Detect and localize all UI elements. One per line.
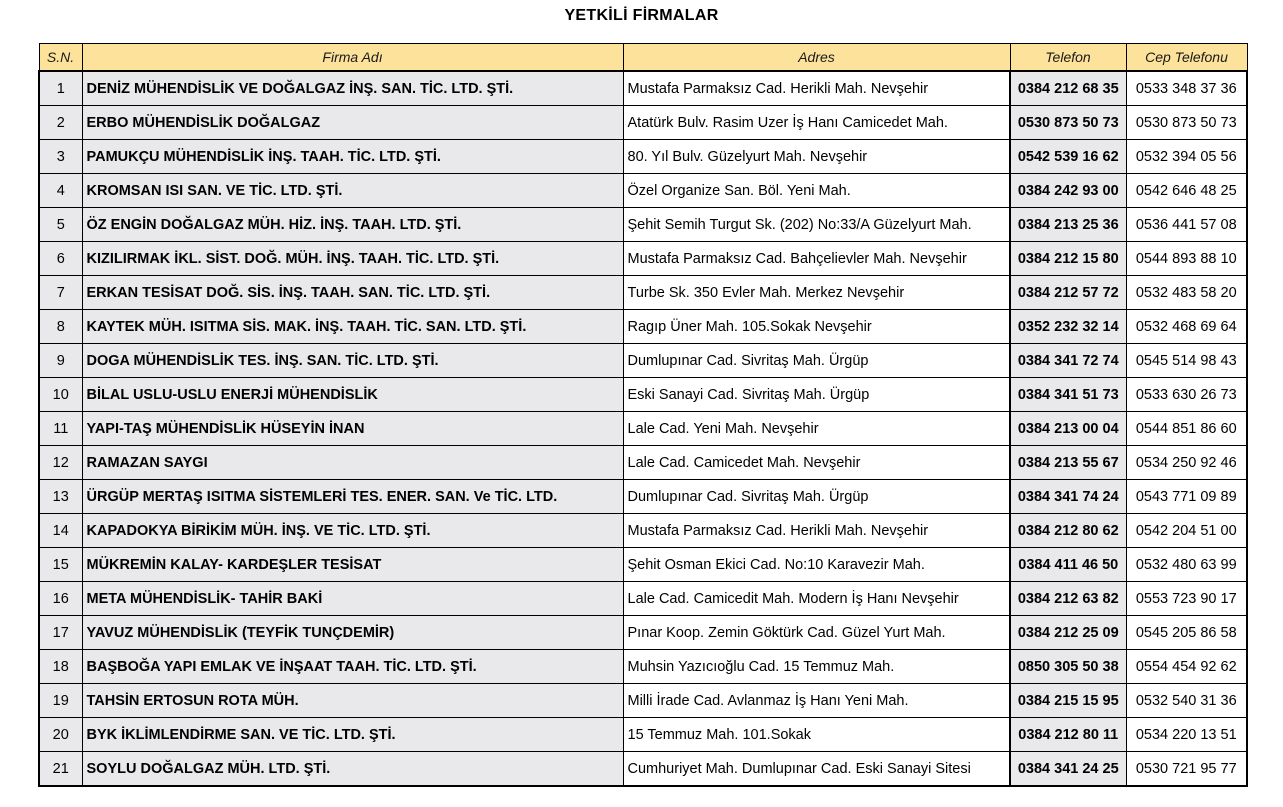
address-cell: 15 Temmuz Mah. 101.Sokak bbox=[623, 718, 1010, 752]
firm-name-cell: ÜRGÜP MERTAŞ ISITMA SİSTEMLERİ TES. ENER. SAN. Ve TİC. LTD. bbox=[82, 480, 623, 514]
table-row bbox=[39, 71, 1247, 106]
mobile-phone-cell: 0554 454 92 62 bbox=[1126, 650, 1247, 684]
mobile-phone-cell: 0542 204 51 00 bbox=[1126, 514, 1247, 548]
mobile-phone-cell: 0533 348 37 36 bbox=[1126, 71, 1247, 106]
header-serial-number: S.N. bbox=[39, 44, 82, 72]
phone-cell: 0384 212 68 35 bbox=[1010, 71, 1126, 106]
address-cell: Dumlupınar Cad. Sivritaş Mah. Ürgüp bbox=[623, 480, 1010, 514]
address-cell: Lale Cad. Camicedit Mah. Modern İş Hanı Nevşehir bbox=[623, 582, 1010, 616]
firm-name-cell: MÜKREMİN KALAY- KARDEŞLER TESİSAT bbox=[82, 548, 623, 582]
mobile-phone-cell: 0530 721 95 77 bbox=[1126, 752, 1247, 787]
table-row bbox=[39, 174, 1247, 208]
address-cell: Mustafa Parmaksız Cad. Herikli Mah. Nevşehir bbox=[623, 71, 1010, 106]
address-cell: Özel Organize San. Böl. Yeni Mah. bbox=[623, 174, 1010, 208]
mobile-phone-cell: 0532 483 58 20 bbox=[1126, 276, 1247, 310]
firm-name-cell: KAPADOKYA BİRİKİM MÜH. İNŞ. VE TİC. LTD. ŞTİ. bbox=[82, 514, 623, 548]
phone-cell: 0384 212 80 11 bbox=[1010, 718, 1126, 752]
table-row bbox=[39, 616, 1247, 650]
phone-cell: 0352 232 32 14 bbox=[1010, 310, 1126, 344]
mobile-phone-cell: 0553 723 90 17 bbox=[1126, 582, 1247, 616]
serial-number-cell: 1 bbox=[39, 71, 82, 106]
address-cell: Atatürk Bulv. Rasim Uzer İş Hanı Camicedet Mah. bbox=[623, 106, 1010, 140]
phone-cell: 0384 411 46 50 bbox=[1010, 548, 1126, 582]
address-cell: Milli İrade Cad. Avlanmaz İş Hanı Yeni Mah. bbox=[623, 684, 1010, 718]
firm-name-cell: KIZILIRMAK İKL. SİST. DOĞ. MÜH. İNŞ. TAAH. TİC. LTD. ŞTİ. bbox=[82, 242, 623, 276]
firm-name-cell: BYK İKLİMLENDİRME SAN. VE TİC. LTD. ŞTİ. bbox=[82, 718, 623, 752]
firm-name-cell: RAMAZAN SAYGI bbox=[82, 446, 623, 480]
phone-cell: 0384 212 25 09 bbox=[1010, 616, 1126, 650]
address-cell: Lale Cad. Camicedet Mah. Nevşehir bbox=[623, 446, 1010, 480]
firm-name-cell: KAYTEK MÜH. ISITMA SİS. MAK. İNŞ. TAAH. TİC. SAN. LTD. ŞTİ. bbox=[82, 310, 623, 344]
serial-number-cell: 17 bbox=[39, 616, 82, 650]
address-cell: Mustafa Parmaksız Cad. Herikli Mah. Nevşehir bbox=[623, 514, 1010, 548]
serial-number-cell: 19 bbox=[39, 684, 82, 718]
mobile-phone-cell: 0534 250 92 46 bbox=[1126, 446, 1247, 480]
table-row bbox=[39, 548, 1247, 582]
address-cell: Turbe Sk. 350 Evler Mah. Merkez Nevşehir bbox=[623, 276, 1010, 310]
phone-cell: 0384 242 93 00 bbox=[1010, 174, 1126, 208]
firm-name-cell: DOGA MÜHENDİSLİK TES. İNŞ. SAN. TİC. LTD. ŞTİ. bbox=[82, 344, 623, 378]
serial-number-cell: 9 bbox=[39, 344, 82, 378]
phone-cell: 0384 341 74 24 bbox=[1010, 480, 1126, 514]
firm-name-cell: KROMSAN ISI SAN. VE TİC. LTD. ŞTİ. bbox=[82, 174, 623, 208]
phone-cell: 0384 212 57 72 bbox=[1010, 276, 1126, 310]
mobile-phone-cell: 0544 851 86 60 bbox=[1126, 412, 1247, 446]
phone-cell: 0384 213 55 67 bbox=[1010, 446, 1126, 480]
header-address: Adres bbox=[623, 44, 1010, 72]
address-cell: Ragıp Üner Mah. 105.Sokak Nevşehir bbox=[623, 310, 1010, 344]
table-row bbox=[39, 242, 1247, 276]
table-header bbox=[39, 44, 1247, 72]
table-row bbox=[39, 514, 1247, 548]
mobile-phone-cell: 0534 220 13 51 bbox=[1126, 718, 1247, 752]
phone-cell: 0384 213 00 04 bbox=[1010, 412, 1126, 446]
mobile-phone-cell: 0530 873 50 73 bbox=[1126, 106, 1247, 140]
mobile-phone-cell: 0543 771 09 89 bbox=[1126, 480, 1247, 514]
firm-name-cell: TAHSİN ERTOSUN ROTA MÜH. bbox=[82, 684, 623, 718]
address-cell: Lale Cad. Yeni Mah. Nevşehir bbox=[623, 412, 1010, 446]
phone-cell: 0384 341 72 74 bbox=[1010, 344, 1126, 378]
table-row bbox=[39, 378, 1247, 412]
serial-number-cell: 7 bbox=[39, 276, 82, 310]
header-firm-name: Firma Adı bbox=[82, 44, 623, 72]
firm-name-cell: ERBO MÜHENDİSLİK DOĞALGAZ bbox=[82, 106, 623, 140]
phone-cell: 0384 212 15 80 bbox=[1010, 242, 1126, 276]
phone-cell: 0384 213 25 36 bbox=[1010, 208, 1126, 242]
table-row bbox=[39, 208, 1247, 242]
firm-name-cell: YAPI-TAŞ MÜHENDİSLİK HÜSEYİN İNAN bbox=[82, 412, 623, 446]
table-row bbox=[39, 446, 1247, 480]
serial-number-cell: 18 bbox=[39, 650, 82, 684]
serial-number-cell: 16 bbox=[39, 582, 82, 616]
header-row bbox=[39, 44, 1247, 72]
phone-cell: 0542 539 16 62 bbox=[1010, 140, 1126, 174]
table-body bbox=[39, 71, 1247, 786]
serial-number-cell: 8 bbox=[39, 310, 82, 344]
serial-number-cell: 15 bbox=[39, 548, 82, 582]
address-cell: Şehit Semih Turgut Sk. (202) No:33/A Güzelyurt Mah. bbox=[623, 208, 1010, 242]
firm-name-cell: BİLAL USLU-USLU ENERJİ MÜHENDİSLİK bbox=[82, 378, 623, 412]
serial-number-cell: 20 bbox=[39, 718, 82, 752]
mobile-phone-cell: 0536 441 57 08 bbox=[1126, 208, 1247, 242]
mobile-phone-cell: 0532 480 63 99 bbox=[1126, 548, 1247, 582]
table-row bbox=[39, 412, 1247, 446]
header-phone: Telefon bbox=[1010, 44, 1126, 72]
serial-number-cell: 5 bbox=[39, 208, 82, 242]
serial-number-cell: 13 bbox=[39, 480, 82, 514]
table-row bbox=[39, 480, 1247, 514]
phone-cell: 0384 212 63 82 bbox=[1010, 582, 1126, 616]
serial-number-cell: 4 bbox=[39, 174, 82, 208]
serial-number-cell: 2 bbox=[39, 106, 82, 140]
firm-name-cell: DENİZ MÜHENDİSLİK VE DOĞALGAZ İNŞ. SAN. TİC. LTD. ŞTİ. bbox=[82, 71, 623, 106]
firm-name-cell: ÖZ ENGİN DOĞALGAZ MÜH. HİZ. İNŞ. TAAH. LTD. ŞTİ. bbox=[82, 208, 623, 242]
serial-number-cell: 10 bbox=[39, 378, 82, 412]
table-row bbox=[39, 140, 1247, 174]
address-cell: Muhsin Yazıcıoğlu Cad. 15 Temmuz Mah. bbox=[623, 650, 1010, 684]
serial-number-cell: 21 bbox=[39, 752, 82, 787]
table-row bbox=[39, 582, 1247, 616]
phone-cell: 0384 341 24 25 bbox=[1010, 752, 1126, 787]
firm-name-cell: PAMUKÇU MÜHENDİSLİK İNŞ. TAAH. TİC. LTD. ŞTİ. bbox=[82, 140, 623, 174]
phone-cell: 0384 215 15 95 bbox=[1010, 684, 1126, 718]
firm-name-cell: YAVUZ MÜHENDİSLİK (TEYFİK TUNÇDEMİR) bbox=[82, 616, 623, 650]
serial-number-cell: 14 bbox=[39, 514, 82, 548]
mobile-phone-cell: 0542 646 48 25 bbox=[1126, 174, 1247, 208]
firm-name-cell: BAŞBOĞA YAPI EMLAK VE İNŞAAT TAAH. TİC. LTD. ŞTİ. bbox=[82, 650, 623, 684]
table-row bbox=[39, 718, 1247, 752]
address-cell: Cumhuriyet Mah. Dumlupınar Cad. Eski Sanayi Sitesi bbox=[623, 752, 1010, 787]
table-row bbox=[39, 752, 1247, 787]
page-title: YETKİLİ FİRMALAR bbox=[564, 7, 719, 24]
address-cell: Dumlupınar Cad. Sivritaş Mah. Ürgüp bbox=[623, 344, 1010, 378]
mobile-phone-cell: 0544 893 88 10 bbox=[1126, 242, 1247, 276]
phone-cell: 0384 212 80 62 bbox=[1010, 514, 1126, 548]
firm-name-cell: ERKAN TESİSAT DOĞ. SİS. İNŞ. TAAH. SAN. TİC. LTD. ŞTİ. bbox=[82, 276, 623, 310]
firm-name-cell: META MÜHENDİSLİK- TAHİR BAKİ bbox=[82, 582, 623, 616]
mobile-phone-cell: 0532 540 31 36 bbox=[1126, 684, 1247, 718]
table-row bbox=[39, 344, 1247, 378]
serial-number-cell: 3 bbox=[39, 140, 82, 174]
table-row bbox=[39, 276, 1247, 310]
phone-cell: 0850 305 50 38 bbox=[1010, 650, 1126, 684]
table-row bbox=[39, 650, 1247, 684]
firm-name-cell: SOYLU DOĞALGAZ MÜH. LTD. ŞTİ. bbox=[82, 752, 623, 787]
mobile-phone-cell: 0532 394 05 56 bbox=[1126, 140, 1247, 174]
firms-table bbox=[38, 43, 1248, 787]
table-row bbox=[39, 310, 1247, 344]
address-cell: 80. Yıl Bulv. Güzelyurt Mah. Nevşehir bbox=[623, 140, 1010, 174]
address-cell: Şehit Osman Ekici Cad. No:10 Karavezir Mah. bbox=[623, 548, 1010, 582]
phone-cell: 0530 873 50 73 bbox=[1010, 106, 1126, 140]
mobile-phone-cell: 0532 468 69 64 bbox=[1126, 310, 1247, 344]
address-cell: Eski Sanayi Cad. Sivritaş Mah. Ürgüp bbox=[623, 378, 1010, 412]
table-row bbox=[39, 684, 1247, 718]
mobile-phone-cell: 0545 205 86 58 bbox=[1126, 616, 1247, 650]
address-cell: Mustafa Parmaksız Cad. Bahçelievler Mah. Nevşehir bbox=[623, 242, 1010, 276]
address-cell: Pınar Koop. Zemin Göktürk Cad. Güzel Yurt Mah. bbox=[623, 616, 1010, 650]
header-mobile-phone: Cep Telefonu bbox=[1126, 44, 1247, 72]
serial-number-cell: 6 bbox=[39, 242, 82, 276]
mobile-phone-cell: 0533 630 26 73 bbox=[1126, 378, 1247, 412]
mobile-phone-cell: 0545 514 98 43 bbox=[1126, 344, 1247, 378]
table-row bbox=[39, 106, 1247, 140]
serial-number-cell: 11 bbox=[39, 412, 82, 446]
phone-cell: 0384 341 51 73 bbox=[1010, 378, 1126, 412]
serial-number-cell: 12 bbox=[39, 446, 82, 480]
